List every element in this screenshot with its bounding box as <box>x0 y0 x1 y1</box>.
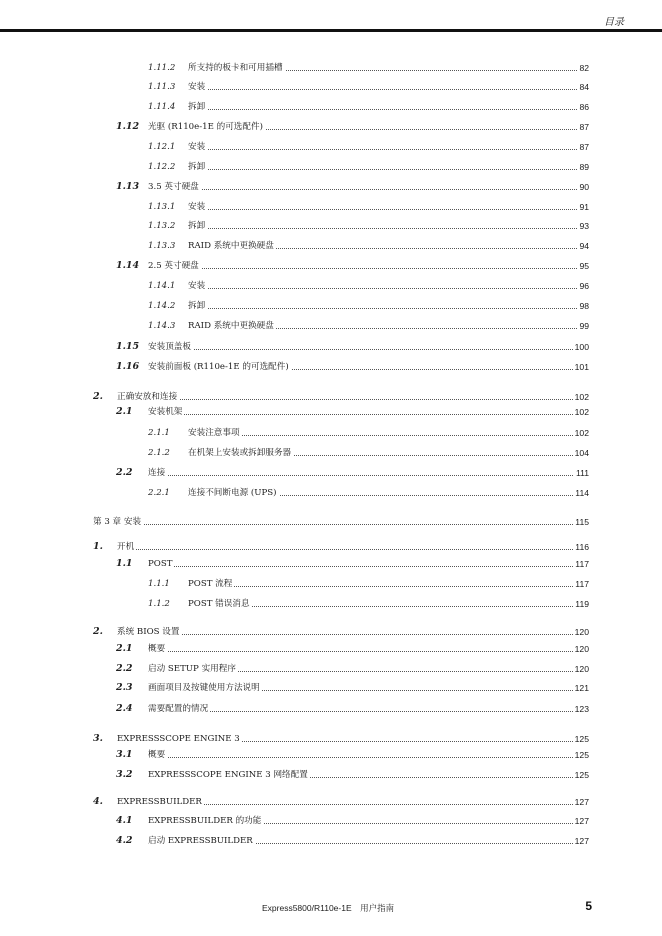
toc-entry[interactable] <box>0 100 662 114</box>
toc-dot-leader <box>117 634 589 635</box>
toc-dot-leader <box>188 228 589 229</box>
toc-entry-number: 1.16 <box>116 361 140 372</box>
toc-entry[interactable] <box>0 61 662 75</box>
toc-entry-number: 2. <box>93 626 103 637</box>
toc-entry-page: 119 <box>575 599 589 609</box>
toc-entry-title: 安装前面板 (R110e-1E 的可选配件) <box>148 362 289 372</box>
toc-entry[interactable] <box>0 515 662 529</box>
toc-entry-page: 123 <box>574 704 589 714</box>
toc-entry-number: 4.2 <box>116 835 133 846</box>
toc-entry[interactable] <box>0 625 662 639</box>
toc-dot-leader <box>117 399 589 400</box>
toc-entry-number: 1.13 <box>116 181 140 192</box>
toc-entry-page: 102 <box>574 428 589 438</box>
toc-entry-number: 1.11.3 <box>148 82 176 92</box>
toc-entry[interactable] <box>0 642 662 656</box>
toc-entry-title: 概要 <box>148 644 166 654</box>
toc-dot-leader <box>188 435 589 436</box>
toc-entry-number: 1.1.2 <box>148 599 170 609</box>
toc-entry-title: 连接 <box>148 468 166 478</box>
toc-entry-title: 正确安放和连接 <box>117 392 178 402</box>
toc-entry-number: 1.1 <box>116 558 133 569</box>
toc-entry-page: 127 <box>574 836 589 846</box>
toc-entry-page: 116 <box>575 542 589 552</box>
toc-entry-page: 114 <box>575 488 589 498</box>
toc-entry[interactable] <box>0 219 662 233</box>
toc-dot-leader <box>188 109 589 110</box>
toc-dot-leader <box>148 189 589 190</box>
toc-entry[interactable] <box>0 160 662 174</box>
toc-entry-title: 拆卸 <box>188 102 206 112</box>
toc-entry-title: 安装顶盖板 <box>148 342 191 352</box>
toc-entry-page: 104 <box>574 448 589 458</box>
toc-entry-title: 安装 <box>188 142 206 152</box>
toc-entry-page: 125 <box>574 734 589 744</box>
toc-entry[interactable] <box>0 795 662 809</box>
toc-entry[interactable] <box>0 486 662 500</box>
toc-entry-number: 4. <box>93 796 103 807</box>
toc-dot-leader <box>117 549 589 550</box>
toc-entry-page: 125 <box>574 750 589 760</box>
toc-entry[interactable] <box>0 748 662 762</box>
toc-entry-page: 120 <box>574 627 589 637</box>
toc-entry-page: 121 <box>574 683 589 693</box>
toc-entry[interactable] <box>0 279 662 293</box>
toc-entry-page: 95 <box>579 261 589 271</box>
toc-entry[interactable] <box>0 834 662 848</box>
toc-entry-title: 画面项目及按键使用方法说明 <box>148 683 260 693</box>
toc-entry-title: EXPRESSBUILDER <box>117 797 202 807</box>
toc-entry[interactable] <box>0 80 662 94</box>
toc-entry-title: 安装 <box>188 82 206 92</box>
toc-entry[interactable] <box>0 681 662 695</box>
toc-entry-number: 1.12.2 <box>148 162 176 172</box>
toc-entry-title: 安装 <box>188 281 206 291</box>
toc-entry-number: 2.2 <box>116 467 133 478</box>
toc-entry-number: 1.14.1 <box>148 281 176 291</box>
toc-entry-title: 启动 EXPRESSBUILDER <box>148 836 253 846</box>
toc-entry-title: POST <box>148 559 173 569</box>
toc-entry-title: 启动 SETUP 实用程序 <box>148 664 236 674</box>
toc-entry-number: 1.11.4 <box>148 102 176 112</box>
toc-entry-title: EXPRESSSCOPE ENGINE 3 <box>117 734 240 744</box>
toc-entry-page: 125 <box>574 770 589 780</box>
toc-dot-leader <box>188 169 589 170</box>
toc-entry-number: 2.1.1 <box>148 428 170 438</box>
toc-entry[interactable] <box>0 540 662 554</box>
toc-entry-number: 1.12 <box>116 121 140 132</box>
toc-entry-number: 2.2.1 <box>148 488 170 498</box>
toc-entry[interactable] <box>0 466 662 480</box>
toc-dot-leader <box>188 288 589 289</box>
toc-entry-page: 99 <box>579 321 589 331</box>
toc-entry-page: 100 <box>574 342 589 352</box>
toc-dot-leader <box>148 566 589 567</box>
toc-dot-leader <box>148 711 589 712</box>
toc-entry[interactable] <box>0 259 662 273</box>
footer-title: Express5800/R110e-1E 用户指南 <box>262 903 395 913</box>
toc-entry[interactable] <box>0 426 662 440</box>
toc-entry-title: 拆卸 <box>188 301 206 311</box>
toc-entry-page: 115 <box>575 517 589 527</box>
toc-entry[interactable] <box>0 577 662 591</box>
toc-entry-page: 120 <box>574 664 589 674</box>
toc-entry-title: POST 错误消息 <box>188 599 250 609</box>
toc-entry-title: 安装注意事项 <box>188 428 240 438</box>
toc-entry-number: 3. <box>93 733 103 744</box>
toc-dot-leader <box>188 209 589 210</box>
toc-entry-number: 1.11.2 <box>148 63 176 73</box>
toc-entry-number: 1.13.1 <box>148 202 176 212</box>
toc-entry-title: 拆卸 <box>188 162 206 172</box>
toc-entry-number: 1.13.3 <box>148 241 176 251</box>
toc-entry-page: 102 <box>574 407 589 417</box>
toc-entry-page: 90 <box>579 182 589 192</box>
toc-entry-title: 2.5 英寸硬盘 <box>148 261 199 271</box>
toc-entry-number: 2.1 <box>116 643 133 654</box>
footer-page-number: 5 <box>585 899 592 913</box>
toc-entry-number: 1. <box>93 541 103 552</box>
page-footer <box>0 899 662 916</box>
toc-entry-number: 1.14.3 <box>148 321 176 331</box>
toc-entry[interactable] <box>0 702 662 716</box>
toc-entry-title: RAID 系统中更换硬盘 <box>188 321 274 331</box>
toc-dot-leader <box>148 414 589 415</box>
toc-entry[interactable] <box>0 597 662 611</box>
toc-entry-number: 1.14.2 <box>148 301 176 311</box>
toc-entry-page: 111 <box>575 468 589 478</box>
toc-entry-page: 98 <box>579 301 589 311</box>
toc-entry-title: 3.5 英寸硬盘 <box>148 182 199 192</box>
toc-entry[interactable] <box>0 180 662 194</box>
toc-dot-leader <box>93 524 589 525</box>
toc-entry-title: POST 流程 <box>188 579 233 589</box>
toc-entry[interactable] <box>0 319 662 333</box>
toc-entry-title: 安装机架 <box>148 407 183 417</box>
toc-dot-leader <box>188 586 589 587</box>
toc-entry-number: 1.1.1 <box>148 579 170 589</box>
toc-entry-number: 1.14 <box>116 260 140 271</box>
header-section-label: 目录 <box>604 17 624 28</box>
toc-entry-page: 87 <box>579 122 589 132</box>
toc-entry-page: 101 <box>574 362 589 372</box>
toc-entry-title: 在机架上安装或拆卸服务器 <box>188 448 292 458</box>
toc-entry-title: RAID 系统中更换硬盘 <box>188 241 274 251</box>
toc-entry[interactable] <box>0 768 662 782</box>
toc-entry-title: 安装 <box>188 202 206 212</box>
toc-entry-page: 117 <box>575 579 589 589</box>
toc-entry-number: 1.15 <box>116 341 140 352</box>
toc-entry-page: 87 <box>579 142 589 152</box>
toc-entry-number: 2. <box>93 391 103 402</box>
toc-dot-leader <box>188 149 589 150</box>
toc-entry-number: 2.3 <box>116 682 133 693</box>
toc-entry[interactable] <box>0 405 662 419</box>
toc-entry-title: 开机 <box>117 542 135 552</box>
toc-entry-page: 93 <box>579 221 589 231</box>
toc-entry-number: 2.1.2 <box>148 448 170 458</box>
toc-entry[interactable] <box>0 360 662 374</box>
toc-entry-number: 4.1 <box>116 815 133 826</box>
toc-entry[interactable] <box>0 557 662 571</box>
toc-entry-page: 117 <box>575 559 589 569</box>
toc-dot-leader <box>148 349 589 350</box>
toc-entry-number: 3.2 <box>116 769 133 780</box>
toc-entry[interactable] <box>0 732 662 746</box>
toc-entry-title: 连接不间断电源 (UPS) <box>188 488 277 498</box>
toc-entry[interactable] <box>0 299 662 313</box>
toc-entry-page: 96 <box>579 281 589 291</box>
toc-entry-page: 94 <box>579 241 589 251</box>
toc-entry-page: 127 <box>574 816 589 826</box>
toc-entry-number: 2.4 <box>116 703 133 714</box>
toc-entry-page: 84 <box>579 82 589 92</box>
toc-entry-title: 系统 BIOS 设置 <box>117 627 180 637</box>
toc-entry[interactable] <box>0 814 662 828</box>
toc-entry-title: 拆卸 <box>188 221 206 231</box>
toc-entry-title: 光驱 (R110e-1E 的可选配件) <box>148 122 263 132</box>
toc-entry[interactable] <box>0 390 662 404</box>
toc-dot-leader <box>188 308 589 309</box>
toc-entry-number: 2.1 <box>116 406 133 417</box>
toc-entry-page: 102 <box>574 392 589 402</box>
toc-entry-title: 所支持的板卡和可用插槽 <box>188 63 283 73</box>
toc-entry-number: 2.2 <box>116 663 133 674</box>
toc-entry-page: 89 <box>579 162 589 172</box>
toc-entry[interactable] <box>0 446 662 460</box>
toc-entry-title: 第 3 章 安装 <box>93 517 142 527</box>
toc-entry-title: 需要配置的情况 <box>148 704 209 714</box>
toc-entry[interactable] <box>0 200 662 214</box>
toc-dot-leader <box>148 757 589 758</box>
toc-entry-page: 91 <box>579 202 589 212</box>
toc-entry[interactable] <box>0 140 662 154</box>
toc-dot-leader <box>188 89 589 90</box>
toc-entry[interactable] <box>0 239 662 253</box>
toc-dot-leader <box>148 268 589 269</box>
toc-entry-title: EXPRESSBUILDER 的功能 <box>148 816 262 826</box>
toc-entry-page: 86 <box>579 102 589 112</box>
toc-entry[interactable] <box>0 340 662 354</box>
toc-entry[interactable] <box>0 662 662 676</box>
toc-entry-number: 1.12.1 <box>148 142 176 152</box>
toc-entry-page: 127 <box>574 797 589 807</box>
toc-entry-number: 1.13.2 <box>148 221 176 231</box>
toc-dot-leader <box>148 475 589 476</box>
toc-entry-number: 3.1 <box>116 749 133 760</box>
toc-entry-page: 120 <box>574 644 589 654</box>
toc-dot-leader <box>148 651 589 652</box>
toc-entry[interactable] <box>0 120 662 134</box>
toc-entry-title: 概要 <box>148 750 166 760</box>
toc-entry-page: 82 <box>579 63 589 73</box>
toc-entry-title: EXPRESSSCOPE ENGINE 3 网络配置 <box>148 770 308 780</box>
